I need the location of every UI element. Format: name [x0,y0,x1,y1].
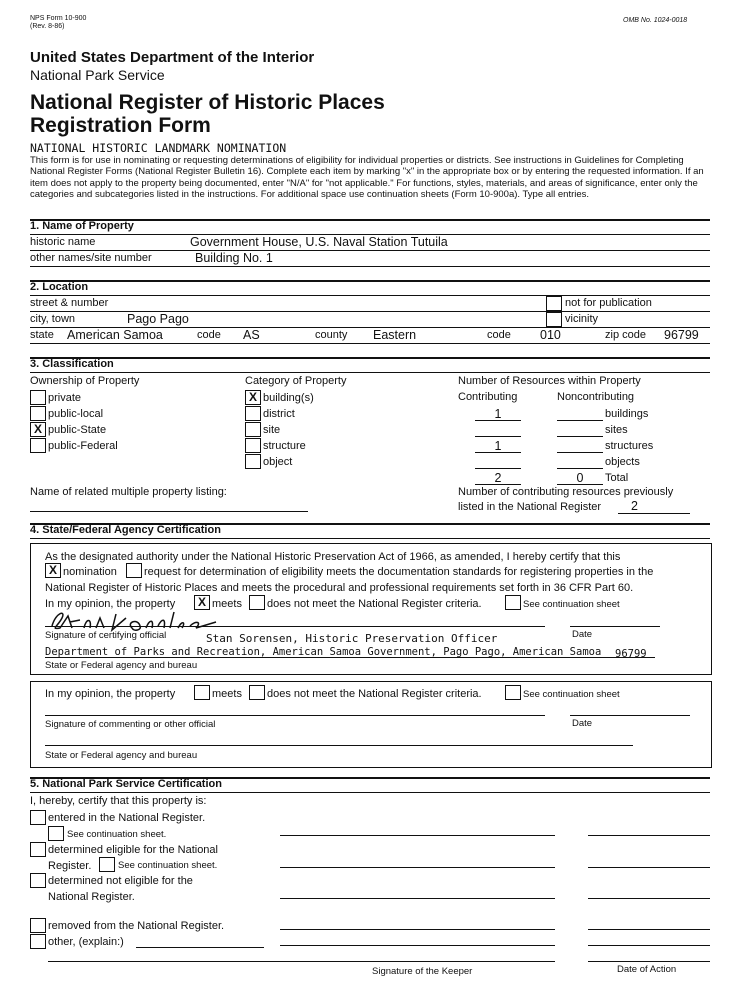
nomination-checkbox[interactable]: X [45,563,61,578]
category-label: site [263,424,281,436]
entered-continuation-label: See continuation sheet. [67,829,167,840]
keeper-signature-line[interactable] [280,898,555,899]
keeper-signature-label: Signature of the Keeper [372,966,473,977]
previously-listed-field [618,513,690,514]
omb-number: OMB No. 1024-0018 [623,17,688,24]
action-date-line[interactable] [588,929,710,930]
other-explain-field[interactable] [136,947,264,948]
category-checkbox-structure[interactable] [245,438,261,453]
ownership-checkbox-public-federal[interactable] [30,438,46,453]
category-checkbox-buildings[interactable]: X [245,390,261,405]
county-label: county [315,329,348,341]
removed-checkbox[interactable] [30,918,46,933]
noncontributing-field [557,436,603,437]
section-2-title: 2. Location [30,281,89,293]
certification-text-3: National Register of Historic Places and meets the procedural and professional requirements set forth in 36 CFR Part 60. [45,582,634,594]
not-for-publication-label: not for publication [565,297,652,309]
category-label: district [263,408,295,420]
not-eligible-label-1: determined not eligible for the [48,875,193,887]
does-not-meet2-checkbox[interactable] [249,685,265,700]
form-number: NPS Form 10-900 [30,15,87,22]
vicinity-label: vicinity [565,313,599,325]
contributing-total[interactable]: 2 [494,471,502,485]
not-for-publication-checkbox[interactable] [546,296,562,311]
agency2-line[interactable] [45,745,633,746]
section-rule [30,372,710,373]
removed-label: removed from the National Register. [48,920,225,932]
resource-row-label: structures [605,440,654,452]
noncontributing-field [557,452,603,453]
agency-typed[interactable]: Department of Parks and Recreation, American Samoa Government, Pago Pago, American Samoa [45,646,602,658]
keeper-signature-line[interactable] [48,961,555,962]
signature-label: Signature of certifying official [45,630,167,641]
section-5-title: 5. National Park Service Certification [30,778,222,790]
related-listing-field[interactable] [30,511,308,512]
eligible-checkbox[interactable] [30,842,46,857]
date-label: Date [572,629,593,640]
category-heading: Category of Property [245,375,347,387]
noncontributing-field [557,468,603,469]
agency-line [45,657,655,658]
action-date-line[interactable] [588,835,710,836]
action-date-line[interactable] [588,961,710,962]
ownership-label: public-local [48,408,104,420]
eligible-label-2: Register. [48,860,92,872]
nomination-type: NATIONAL HISTORIC LANDMARK NOMINATION [30,141,287,155]
state-code-label: code [197,329,221,341]
state-value[interactable]: American Samoa [67,328,163,342]
previously-listed-label-2: listed in the National Register [458,501,602,513]
related-listing-label: Name of related multiple property listing: [30,486,227,498]
not-eligible-label-2: National Register. [48,891,135,903]
ownership-label: private [48,392,82,404]
meets-checkbox[interactable]: X [194,595,210,610]
form-title: National Register of Historic Places [30,91,385,114]
ownership-label: public-State [48,424,107,436]
entered-continuation-checkbox[interactable] [48,826,64,841]
certification-text-2: request for determination of eligibility meets the documentation standards for registering properties in the [144,566,654,578]
category-checkbox-district[interactable] [245,406,261,421]
noncontributing-total[interactable]: 0 [576,471,584,485]
service-name: National Park Service [30,67,165,83]
section-4-title: 4. State/Federal Agency Certification [30,524,221,536]
field-rule [30,343,710,344]
form-revision: (Rev. 8-86) [30,23,65,30]
action-date-line[interactable] [588,898,710,899]
instructions-text: This form is for use in nominating or requesting determinations of eligibility for individual properties or districts. See instructions in Guidelines for Completing National Register Forms (National Register Bulletin 16). Complete each item by marking "x" in the appropriate box or by entering the requested information. If an item does not apply to the property being documented, enter "N/A" for "not applicable." For functions, styles, materials, and areas of significance, enter only the categories and subcategories listed in the instructions. For additional space use continuation sheets (Form 10-900a). Type all entries. [30,155,704,200]
ownership-checkbox-private[interactable] [30,390,46,405]
category-checkbox-object[interactable] [245,454,261,469]
resources-heading: Number of Resources within Property [458,375,641,387]
resource-row-label: sites [605,424,628,436]
signature2-label: Signature of commenting or other official [45,719,216,730]
resource-row-label: buildings [605,408,649,420]
continuation-sheet-checkbox[interactable] [505,595,521,610]
opinion2-label: In my opinion, the property [45,688,176,700]
continuation-sheet-label: See continuation sheet [523,599,620,610]
field-rule [30,266,710,267]
does-not-meet-label: does not meet the National Register criteria. [267,598,482,610]
keeper-signature-line[interactable] [280,867,555,868]
other-names-value[interactable]: Building No. 1 [195,251,273,265]
certification-text-1: As the designated authority under the National Historic Preservation Act of 1966, as amended, I hereby certify that this [45,551,621,563]
zip-label: zip code [605,329,646,341]
city-value[interactable]: Pago Pago [127,312,189,326]
meets-label: meets [212,598,242,610]
agency-zip: 96799 [615,648,647,660]
date2-line[interactable] [570,715,690,716]
section-3-title: 3. Classification [30,358,114,370]
action-date-line[interactable] [588,945,710,946]
section-rule [30,792,710,793]
field-rule [30,250,710,251]
section-rule [30,538,710,539]
ownership-checkbox-public-local[interactable] [30,406,46,421]
noncontributing-heading: Noncontributing [557,391,635,403]
keeper-signature-line[interactable] [280,945,555,946]
signature2-line[interactable] [45,715,545,716]
continuation-sheet2-label: See continuation sheet [523,689,620,700]
entered-label: entered in the National Register. [48,812,206,824]
category-label: building(s) [263,392,314,404]
contributing-structures[interactable]: 1 [494,439,502,453]
vicinity-checkbox[interactable] [546,312,562,327]
previously-listed-value[interactable]: 2 [631,499,638,513]
historic-name-label: historic name [30,236,96,248]
meets2-checkbox[interactable] [194,685,210,700]
does-not-meet2-label: does not meet the National Register criteria. [267,688,482,700]
agency-label: State or Federal agency and bureau [45,660,198,671]
category-label: object [263,456,293,468]
nps-intro: I, hereby, certify that this property is: [30,795,207,807]
previously-listed-label-1: Number of contributing resources previously [458,486,674,498]
nomination-label: nomination [63,566,117,578]
section-rule [30,295,710,296]
continuation-sheet2-checkbox[interactable] [505,685,521,700]
action-date-line[interactable] [588,867,710,868]
certifying-official-typed[interactable]: Stan Sorensen, Historic Preservation Officer [206,632,498,645]
ownership-checkbox-public-state[interactable]: X [30,422,46,437]
does-not-meet-checkbox[interactable] [249,595,265,610]
state-code-value[interactable]: AS [243,328,260,342]
resource-row-label: Total [605,472,629,484]
date2-label: Date [572,718,593,729]
eligible-continuation-checkbox[interactable] [99,857,115,872]
other-checkbox[interactable] [30,934,46,949]
opinion-label: In my opinion, the property [45,598,176,610]
entered-checkbox[interactable] [30,810,46,825]
county-value[interactable]: Eastern [373,328,417,342]
request-checkbox[interactable] [126,563,142,578]
signature-line [45,626,545,627]
form-subtitle: Registration Form [30,114,211,137]
contributing-heading: Contributing [458,391,518,403]
contributing-field [475,436,521,437]
county-code-label: code [487,329,511,341]
zip-value[interactable]: 96799 [664,328,699,342]
action-date-label: Date of Action [617,964,677,975]
eligible-label-1: determined eligible for the National [48,844,218,856]
ownership-label: public-Federal [48,440,118,452]
keeper-signature-line[interactable] [280,929,555,930]
state-label: state [30,329,54,341]
noncontributing-field [557,420,603,421]
other-names-label: other names/site number [30,252,152,264]
ownership-heading: Ownership of Property [30,375,140,387]
contributing-buildings[interactable]: 1 [494,407,502,421]
city-label: city, town [30,313,76,325]
eligible-continuation-label: See continuation sheet. [118,860,218,871]
other-label: other, (explain:) [48,936,124,948]
keeper-signature-line[interactable] [280,835,555,836]
agency2-label: State or Federal agency and bureau [45,750,198,761]
street-number-label: street & number [30,297,109,309]
historic-name-value[interactable]: Government House, U.S. Naval Station Tutuila [190,235,448,249]
category-label: structure [263,440,306,452]
contributing-field [475,468,521,469]
category-checkbox-site[interactable] [245,422,261,437]
not-eligible-checkbox[interactable] [30,873,46,888]
resource-row-label: objects [605,456,640,468]
meets2-label: meets [212,688,242,700]
section-rule [30,357,710,359]
county-code-value[interactable]: 010 [540,328,561,342]
department-name: United States Department of the Interior [30,49,315,66]
date-line [570,626,660,627]
section-rule [30,280,710,282]
section-1-title: 1. Name of Property [30,220,134,232]
